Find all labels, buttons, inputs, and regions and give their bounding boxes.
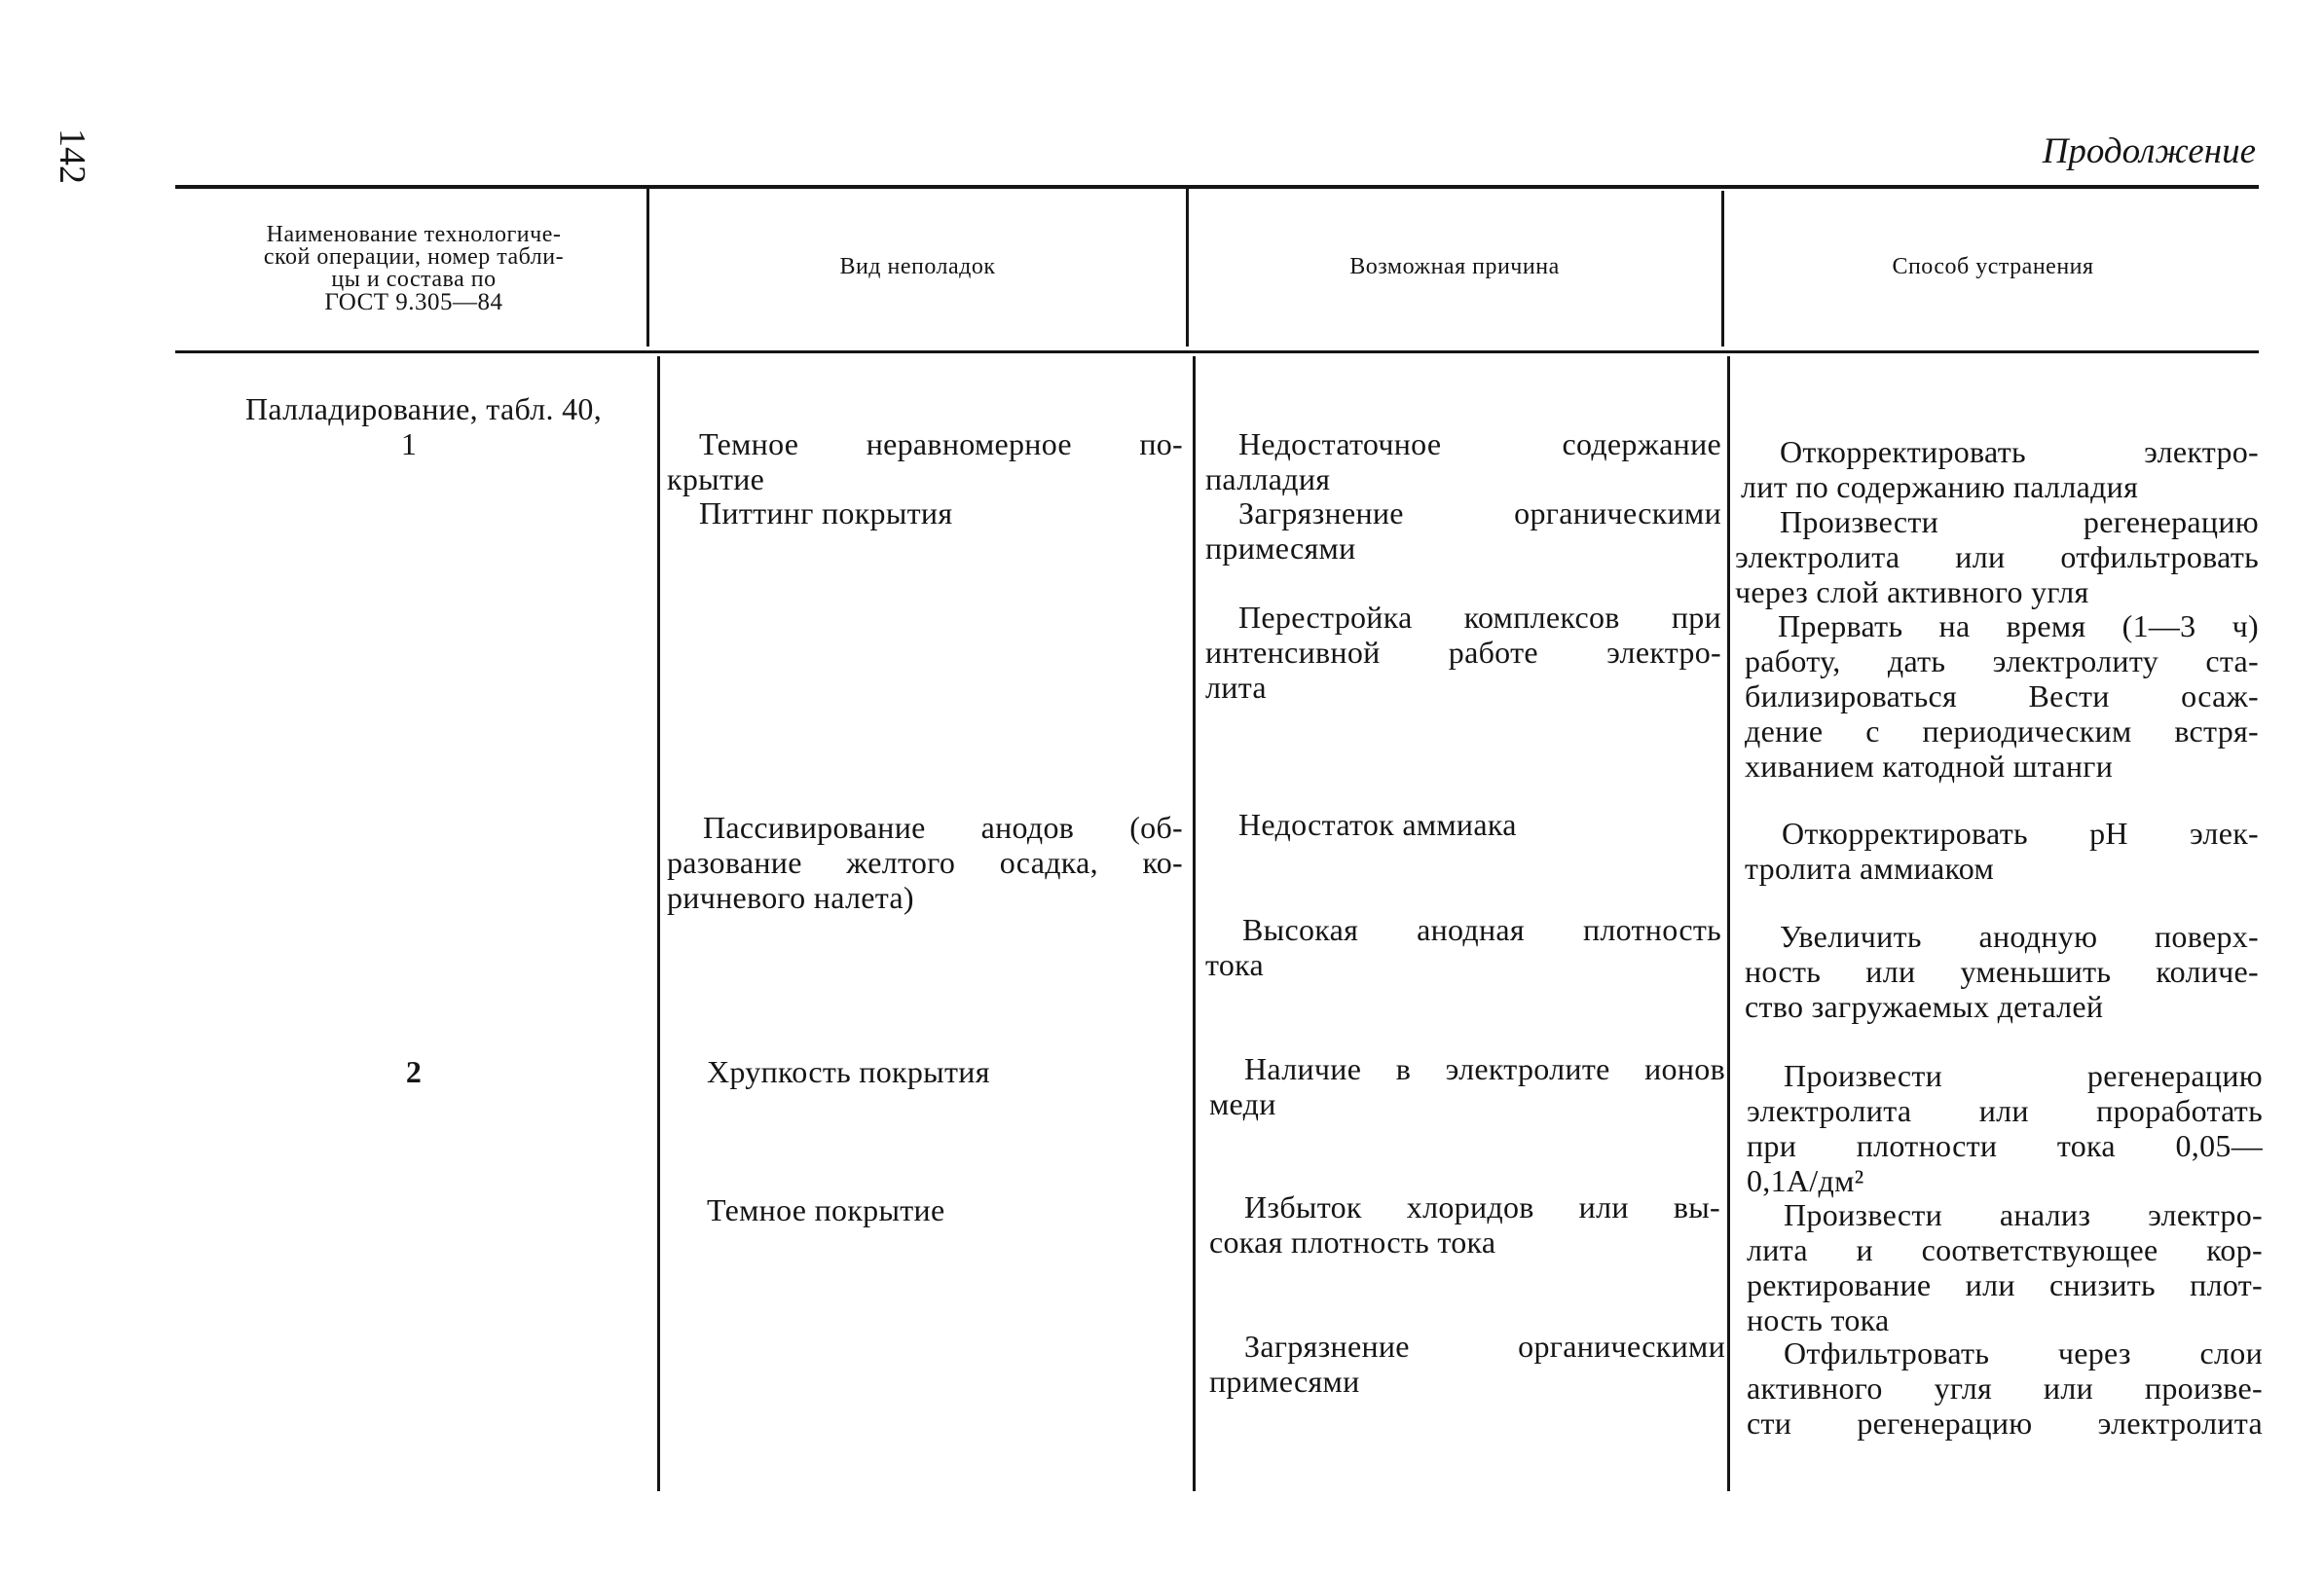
remedy-line: Произвести регенерацию [1780, 504, 2259, 539]
body-divider-2 [1193, 356, 1196, 1491]
header-operation-line: ГОСТ 9.305—84 [324, 289, 503, 315]
remedy-line: хиванием катодной штанги [1745, 749, 2114, 784]
defect-anode-passivation [667, 810, 1183, 915]
remedy-adjust-palladium [1741, 434, 2259, 504]
remedy-line: при плотности тока 0,05— [1747, 1128, 2263, 1163]
defect-brittleness: Хрупкость покрытия [707, 1054, 990, 1089]
cause-line: лита [1205, 670, 1267, 705]
remedy-line: Откорректировать электро- [1780, 434, 2259, 469]
cause-line: Загрязнение органическими [1238, 495, 1721, 530]
remedy-line: ность или уменьшить количе- [1745, 954, 2259, 989]
cause-organic-contamination [1205, 495, 1721, 566]
header-divider-2 [1186, 189, 1189, 347]
cause-line: Перестройка комплексов при [1238, 600, 1721, 635]
remedy-line: активного угля или произве- [1747, 1370, 2263, 1406]
remedy-line: Произвести анализ электро- [1784, 1197, 2263, 1232]
remedy-line: билизироваться Вести осаж- [1745, 678, 2259, 713]
remedy-adjust-ph [1745, 816, 2259, 886]
remedy-filter-regenerate [1747, 1335, 2263, 1441]
cause-line: Недостаточное содержание [1238, 426, 1721, 461]
remedy-line: ство загружаемых деталей [1745, 989, 2104, 1024]
cause-line: примесями [1205, 530, 1356, 566]
header-divider-1 [646, 189, 649, 347]
body-divider-1 [657, 356, 660, 1491]
remedy-analyze-correct [1747, 1197, 2263, 1337]
header-remedy: Способ устранения [1892, 254, 2094, 279]
defect-line: разование желтого осадка, ко- [667, 845, 1183, 880]
cause-line: тока [1205, 947, 1265, 982]
remedy-line: Отфильтровать через слои [1784, 1335, 2263, 1370]
cause-line: меди [1209, 1086, 1276, 1121]
remedy-line: ректирование или снизить плот- [1747, 1267, 2263, 1302]
operation-item-2: 2 [405, 1054, 423, 1089]
remedy-line: 0,1А/дм² [1747, 1163, 1864, 1198]
remedy-line: через слой активного угля [1735, 574, 2089, 609]
cause-line: Наличие в электролите ионов [1244, 1051, 1725, 1086]
defect-dark-coating: Темное покрытие [707, 1192, 945, 1227]
remedy-regenerate-filter [1735, 504, 2259, 609]
header-operation [185, 191, 643, 347]
remedy-line: лит по содержанию палладия [1741, 469, 2139, 504]
operation-title: Палладирование, табл. 40, [244, 391, 602, 426]
remedy-line: ность тока [1747, 1302, 1890, 1337]
cause-low-palladium [1205, 426, 1721, 496]
cause-organic-contamination-2 [1209, 1329, 1725, 1399]
remedy-line: тролита аммиаком [1745, 851, 1995, 886]
cause-line: Высокая анодная плотность [1242, 912, 1721, 947]
defect-line: Темное неравномерное по- [699, 426, 1183, 461]
header-defect: Вид неполадок [839, 254, 996, 279]
cause-line: примесями [1209, 1364, 1360, 1399]
header-operation-line: цы и состава по [331, 267, 497, 292]
body-divider-3 [1727, 356, 1730, 1491]
remedy-line: Произвести регенерацию [1784, 1058, 2263, 1093]
header-operation-line: Наименование технологиче- [266, 222, 562, 247]
remedy-increase-anode-surface [1745, 919, 2259, 1024]
remedy-line: электролита или проработать [1747, 1093, 2263, 1128]
cause-ammonia-deficit: Недостаток аммиака [1238, 807, 1517, 842]
defect-pitting: Питтинг покрытия [699, 495, 953, 530]
cause-line: Загрязнение органическими [1244, 1329, 1725, 1364]
operation-item-1: 1 [400, 426, 418, 461]
cause-line: сокая плотность тока [1209, 1224, 1496, 1260]
remedy-line: дение с периодическим встря- [1745, 713, 2259, 749]
cause-line: Избыток хлоридов или вы- [1244, 1189, 1720, 1224]
cause-complex-rearrangement [1205, 600, 1721, 705]
header-divider-3 [1721, 191, 1724, 347]
defect-dark-uneven [667, 426, 1183, 496]
cause-line: интенсивной работе электро- [1205, 635, 1721, 670]
remedy-line: Увеличить анодную поверх- [1780, 919, 2259, 954]
operation-name [195, 391, 652, 461]
remedy-line: сти регенерацию электролита [1747, 1406, 2263, 1441]
remedy-line: электролита или отфильтровать [1735, 539, 2259, 574]
defect-line: Пассивирование анодов (об- [703, 810, 1183, 845]
header-bottom-rule [175, 350, 2259, 353]
cause-line: палладия [1205, 461, 1331, 496]
remedy-line: Прервать на время (1—3 ч) [1778, 608, 2259, 643]
defect-line: крытие [667, 461, 765, 496]
cause-excess-chlorides [1209, 1189, 1720, 1260]
cause-high-anode-density [1205, 912, 1721, 982]
continuation-label: Продолжение [2042, 131, 2256, 171]
defect-line: ричневого налета) [667, 880, 914, 915]
header-operation-line: ской операции, номер табли- [263, 244, 565, 270]
cause-copper-ions [1209, 1051, 1725, 1121]
remedy-regenerate-workout [1747, 1058, 2263, 1198]
remedy-line: Откорректировать pH элек- [1782, 816, 2259, 851]
header-cause: Возможная причина [1349, 254, 1560, 279]
page-number: 142 [52, 128, 92, 184]
remedy-line: лита и соответствующее кор- [1747, 1232, 2263, 1267]
remedy-interrupt-stabilize [1745, 608, 2259, 784]
remedy-line: работу, дать электролиту ста- [1745, 643, 2259, 678]
